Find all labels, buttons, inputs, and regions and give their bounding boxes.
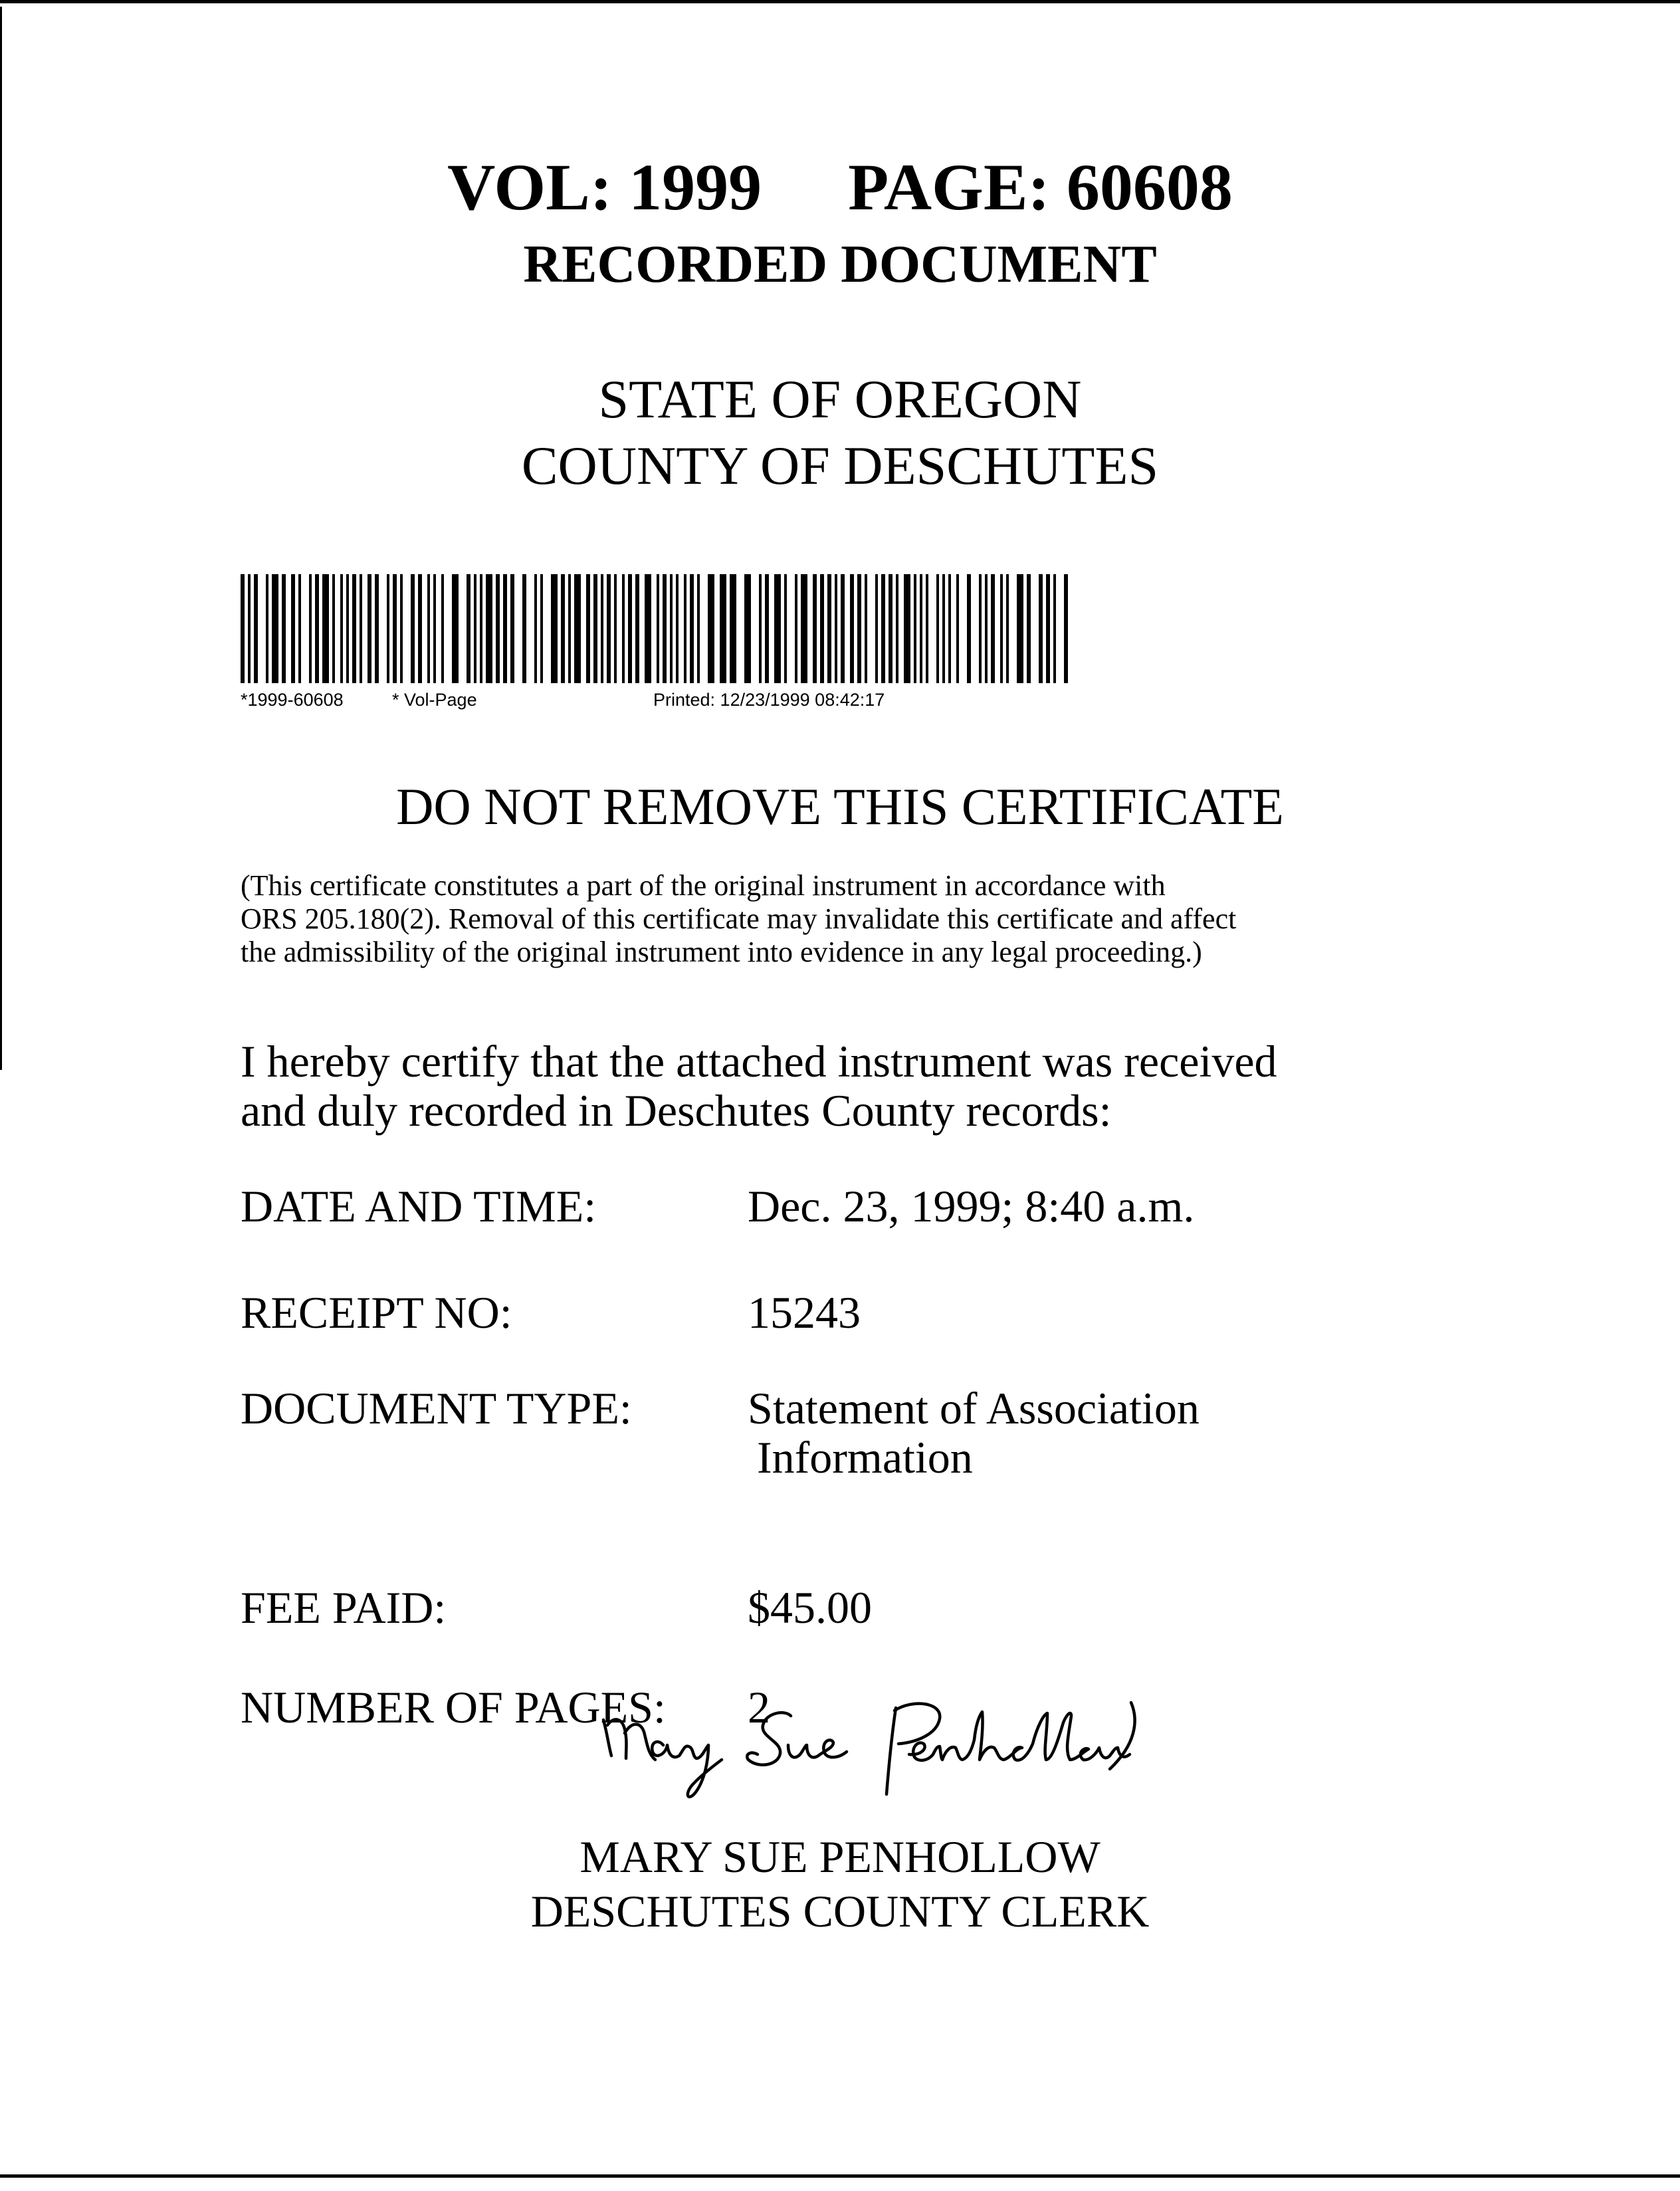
barcode-bar xyxy=(942,574,945,683)
date-time-label: DATE AND TIME: xyxy=(241,1181,597,1231)
recorded-document-title: RECORDED DOCUMENT xyxy=(523,235,1157,294)
barcode-bar xyxy=(881,574,885,683)
barcode-bar xyxy=(936,574,939,683)
barcode-bar xyxy=(657,574,659,683)
barcode-bar xyxy=(387,574,389,683)
number-of-pages-value: 2 xyxy=(748,1682,770,1732)
barcode-bar xyxy=(467,574,471,683)
barcode-bar xyxy=(765,574,769,683)
fee-paid-label: FEE PAID: xyxy=(241,1582,447,1633)
barcode-bar xyxy=(272,574,278,683)
barcode-bar xyxy=(920,574,922,683)
barcode-id-caption: *1999-60608 xyxy=(241,690,344,710)
barcode-bar xyxy=(865,574,867,683)
date-time-value: Dec. 23, 1999; 8:40 a.m. xyxy=(748,1181,1195,1231)
vol-value: 1999 xyxy=(629,150,762,224)
notice-line: (This certificate constitutes a part of the original instrument in accordance with xyxy=(241,869,1166,902)
barcode-bar xyxy=(904,574,910,683)
barcode-bar xyxy=(820,574,824,683)
barcode-bar xyxy=(708,574,714,683)
barcode-bar xyxy=(827,574,831,683)
barcode-bar xyxy=(315,574,319,683)
document-type-value xyxy=(748,1384,1200,1482)
barcode-bar xyxy=(948,574,951,683)
county-name: COUNTY OF DESCHUTES xyxy=(521,435,1159,496)
barcode-bar xyxy=(427,574,430,683)
barcode-bar xyxy=(266,574,268,683)
barcode-bar xyxy=(1000,574,1003,683)
barcode-bar xyxy=(601,574,603,683)
barcode-bar xyxy=(480,574,482,683)
barcode-bar xyxy=(635,574,639,683)
barcode-bar xyxy=(614,574,617,683)
barcode-bar xyxy=(282,574,286,683)
barcode-bar xyxy=(991,574,995,683)
barcode-bar xyxy=(309,574,312,683)
barcode-bar xyxy=(474,574,476,683)
barcode-bar xyxy=(574,574,581,683)
barcode-bar xyxy=(1046,574,1050,683)
barcode-bar xyxy=(607,574,611,683)
barcode-bar xyxy=(510,574,514,683)
clerk-title: DESCHUTES COUNTY CLERK xyxy=(530,1886,1150,1936)
barcode-bar xyxy=(332,574,335,683)
barcode-bar xyxy=(593,574,597,683)
barcode-bar xyxy=(551,574,558,683)
barcode-bar xyxy=(340,574,343,683)
barcode-bar xyxy=(730,574,736,683)
barcode-bar xyxy=(1027,574,1031,683)
barcode-bar xyxy=(663,574,667,683)
fee-paid-value: $45.00 xyxy=(748,1582,872,1633)
barcode-bar xyxy=(875,574,878,683)
barcode-bar xyxy=(835,574,837,683)
barcode-bar xyxy=(744,574,751,683)
barcode-bar xyxy=(841,574,845,683)
state-name: STATE OF OREGON xyxy=(598,369,1082,429)
barcode-bar xyxy=(670,574,673,683)
barcode-bar xyxy=(540,574,543,683)
barcode-bar xyxy=(375,574,379,683)
barcode-graphic xyxy=(241,574,1070,683)
document-type-label: DOCUMENT TYPE: xyxy=(241,1383,632,1433)
barcode-bar xyxy=(697,574,700,683)
receipt-number-label: RECEIPT NO: xyxy=(241,1287,512,1338)
barcode-bar xyxy=(801,574,807,683)
barcode-bar xyxy=(441,574,444,683)
barcode-bar xyxy=(298,574,301,683)
vol-label: VOL: xyxy=(447,150,613,224)
barcode-bar xyxy=(1017,574,1023,683)
do-not-remove-heading: DO NOT REMOVE THIS CERTIFICATE xyxy=(396,778,1284,835)
barcode-bar xyxy=(248,574,251,683)
barcode-bar xyxy=(522,574,526,683)
notice-line: the admissibility of the original instrument into evidence in any legal proceeding.) xyxy=(241,936,1202,968)
number-of-pages-label: NUMBER OF PAGES: xyxy=(241,1682,666,1732)
barcode-bar xyxy=(496,574,500,683)
barcode-bar xyxy=(1039,574,1043,683)
scan-edge-bottom xyxy=(0,2174,1680,2178)
barcode-bar xyxy=(914,574,916,683)
barcode-bar xyxy=(622,574,625,683)
barcode-bar xyxy=(503,574,507,683)
barcode-bar xyxy=(684,574,686,683)
barcode-bar xyxy=(850,574,854,683)
barcode-bar xyxy=(400,574,403,683)
barcode-bar xyxy=(645,574,651,683)
barcode-bar xyxy=(690,574,694,683)
barcode-bar xyxy=(1006,574,1009,683)
barcode-bar xyxy=(568,574,571,683)
barcode-bar xyxy=(985,574,988,683)
barcode-bar xyxy=(896,574,898,683)
document-type-line: Statement of Association xyxy=(748,1383,1200,1433)
barcode-bar xyxy=(291,574,295,683)
page-label: PAGE: xyxy=(848,150,1050,224)
barcode-bar xyxy=(561,574,565,683)
barcode-bar xyxy=(1053,574,1056,683)
barcode-bar xyxy=(393,574,397,683)
barcode-bar xyxy=(967,574,971,683)
barcode-bar xyxy=(346,574,349,683)
page-value: 60608 xyxy=(1066,150,1233,224)
barcode-bar xyxy=(241,574,245,683)
barcode-bar xyxy=(676,574,679,683)
barcode-bar xyxy=(628,574,632,683)
notice-line: ORS 205.180(2). Removal of this certificate may invalidate this certificate and affect xyxy=(241,902,1237,935)
certification-statement xyxy=(241,1037,1437,1135)
barcode-bar xyxy=(352,574,356,683)
barcode-bar xyxy=(486,574,492,683)
barcode-bar xyxy=(360,574,362,683)
barcode-bar xyxy=(586,574,590,683)
barcode-bar xyxy=(759,574,762,683)
volume-page-heading xyxy=(0,150,1680,224)
document-type-line: Information xyxy=(757,1432,973,1483)
barcode-bar xyxy=(452,574,459,683)
barcode-bar xyxy=(411,574,415,683)
barcode-bar xyxy=(1064,574,1068,683)
barcode-bar xyxy=(433,574,436,683)
barcode-printed-timestamp: Printed: 12/23/1999 08:42:17 xyxy=(653,690,885,710)
barcode-bar xyxy=(857,574,861,683)
barcode-bar xyxy=(720,574,726,683)
barcode-bar xyxy=(926,574,928,683)
barcode-bar xyxy=(418,574,422,683)
barcode-bar xyxy=(956,574,959,683)
barcode-bar xyxy=(889,574,892,683)
barcode-bar xyxy=(774,574,781,683)
barcode-bar xyxy=(322,574,329,683)
certification-line: I hereby certify that the attached instrument was received xyxy=(241,1036,1277,1087)
clerk-name: MARY SUE PENHOLLOW xyxy=(579,1831,1101,1882)
scan-edge-top xyxy=(0,0,1680,3)
barcode-vol-page-caption: * Vol-Page xyxy=(392,690,477,710)
barcode-bar xyxy=(979,574,982,683)
barcode-bar xyxy=(254,574,258,683)
legal-notice-paragraph xyxy=(241,869,1423,969)
barcode-bar xyxy=(795,574,797,683)
clerk-signature xyxy=(591,1681,1143,1814)
receipt-number-value: 15243 xyxy=(748,1287,861,1338)
barcode-bar xyxy=(368,574,371,683)
certification-line: and duly recorded in Deschutes County records: xyxy=(241,1085,1112,1136)
barcode-bar xyxy=(813,574,817,683)
barcode-bar xyxy=(784,574,787,683)
barcode-bar xyxy=(534,574,537,683)
